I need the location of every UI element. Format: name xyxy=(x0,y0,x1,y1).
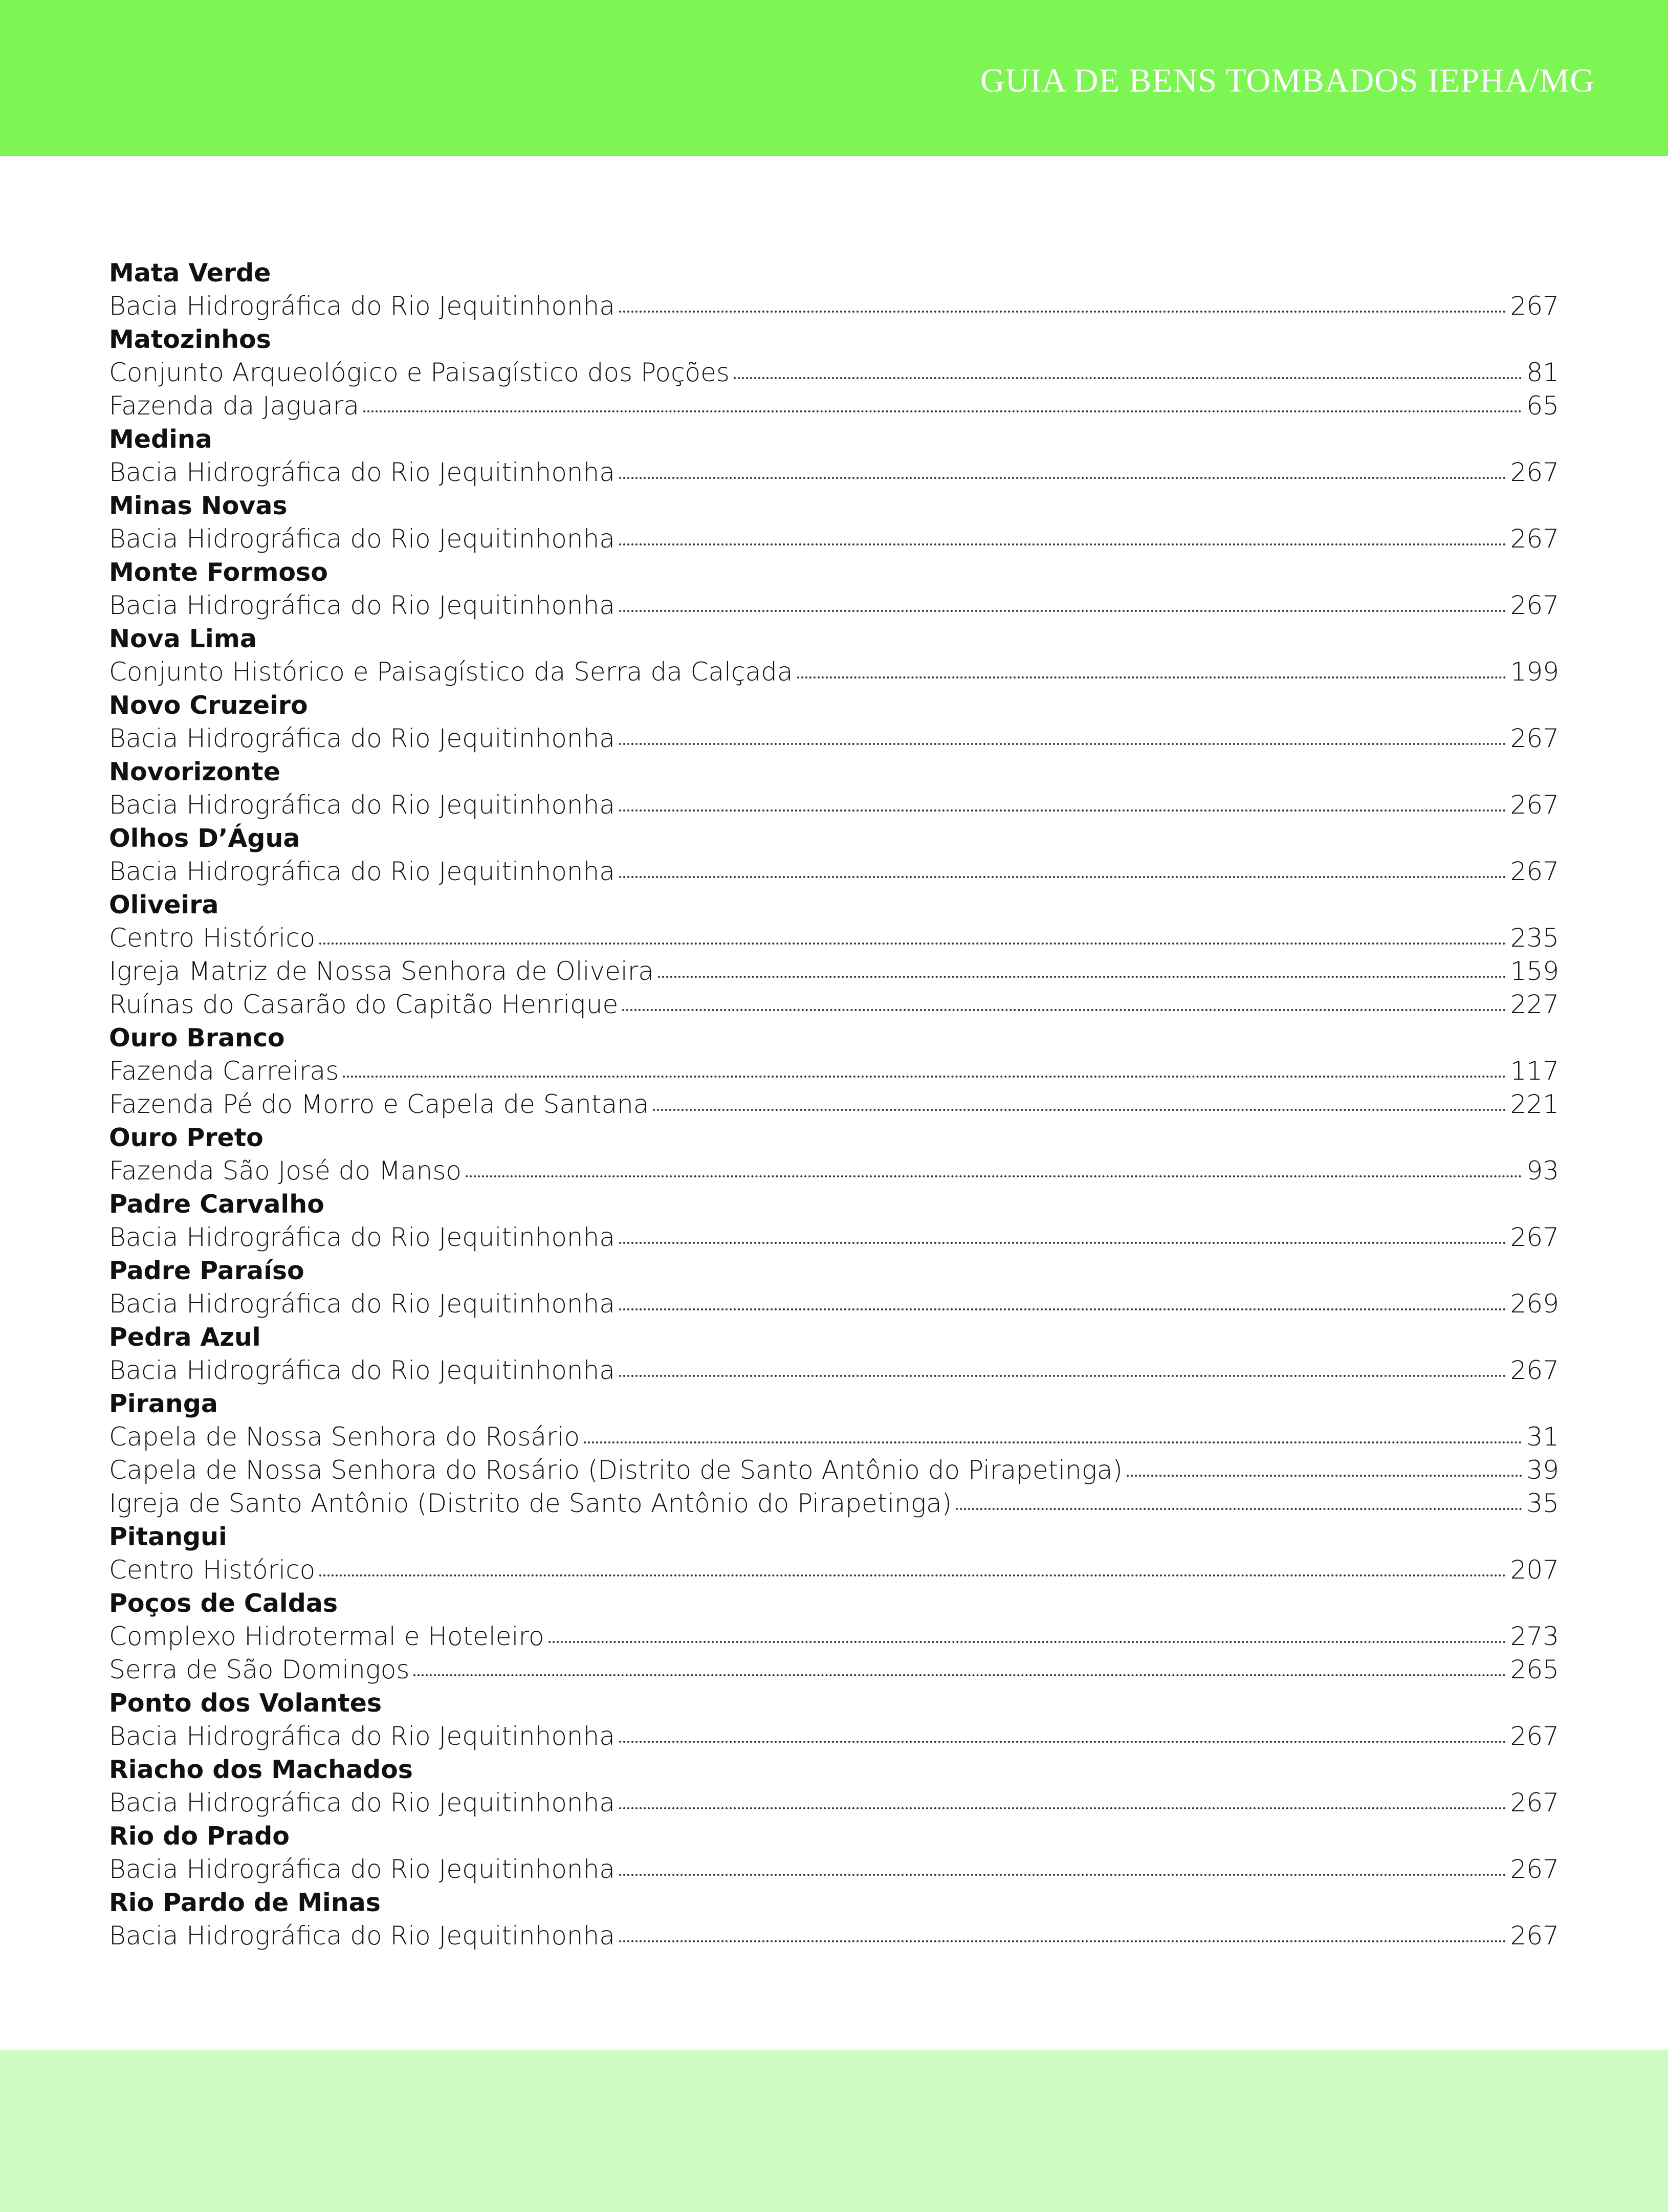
index-entry xyxy=(109,1620,1559,1653)
city-heading: Novorizonte xyxy=(109,757,280,786)
index-entry xyxy=(109,1853,1559,1886)
index-entry xyxy=(109,655,1559,689)
city-heading: Medina xyxy=(109,425,212,454)
page-number: 199 xyxy=(1510,657,1559,687)
index-list xyxy=(109,256,1559,1953)
entry-name: Bacia Hidrográfica do Rio Jequitinhonha xyxy=(109,724,615,753)
page-number: 267 xyxy=(1510,457,1559,487)
dot-leader xyxy=(658,976,1506,978)
dot-leader xyxy=(619,311,1506,313)
dot-leader xyxy=(319,943,1506,945)
entry-name: Bacia Hidrográfica do Rio Jequitinhonha xyxy=(109,291,615,321)
page-number: 31 xyxy=(1526,1422,1559,1452)
city-heading: Olhos D’Água xyxy=(109,824,300,853)
entry-name: Igreja de Santo Antônio (Distrito de Santo Antônio do Pirapetinga) xyxy=(109,1488,952,1518)
dot-leader xyxy=(619,543,1506,545)
dot-leader xyxy=(619,1874,1506,1876)
index-entry xyxy=(109,456,1559,489)
dot-leader xyxy=(619,1308,1506,1310)
city-heading: Padre Carvalho xyxy=(109,1190,324,1219)
page-number: 159 xyxy=(1510,956,1559,986)
page-number: 39 xyxy=(1526,1455,1559,1485)
page-number: 267 xyxy=(1510,790,1559,820)
entry-name: Bacia Hidrográfica do Rio Jequitinhonha xyxy=(109,1289,615,1319)
entry-name: Bacia Hidrográfica do Rio Jequitinhonha xyxy=(109,1921,615,1951)
index-entry xyxy=(109,1154,1559,1188)
page-number: 267 xyxy=(1510,291,1559,321)
index-entry xyxy=(109,1487,1559,1520)
page-number: 267 xyxy=(1510,590,1559,620)
entry-name: Ruínas do Casarão do Capitão Henrique xyxy=(109,990,619,1019)
entry-name: Fazenda São José do Manso xyxy=(109,1156,462,1186)
index-entry xyxy=(109,1287,1559,1321)
dot-leader xyxy=(622,1009,1506,1011)
dot-leader xyxy=(619,743,1506,745)
entry-name: Bacia Hidrográfica do Rio Jequitinhonha xyxy=(109,1222,615,1252)
dot-leader xyxy=(548,1641,1506,1643)
dot-leader xyxy=(956,1508,1522,1510)
city-heading: Rio do Prado xyxy=(109,1822,290,1851)
page-number: 267 xyxy=(1510,724,1559,753)
entry-name: Bacia Hidrográfica do Rio Jequitinhonha xyxy=(109,524,615,554)
city-heading: Ouro Preto xyxy=(109,1123,264,1152)
page-number: 227 xyxy=(1510,990,1559,1019)
page-number: 265 xyxy=(1510,1655,1559,1684)
city-heading: Mata Verde xyxy=(109,258,271,288)
city-heading: Piranga xyxy=(109,1389,218,1418)
page-number: 81 xyxy=(1526,358,1559,387)
index-entry xyxy=(109,1055,1559,1088)
page-number: 267 xyxy=(1510,524,1559,554)
city-heading: Riacho dos Machados xyxy=(109,1755,413,1784)
dot-leader xyxy=(619,477,1506,479)
city-heading: Pedra Azul xyxy=(109,1323,261,1352)
city-heading: Ouro Branco xyxy=(109,1023,285,1053)
page-number: 273 xyxy=(1510,1622,1559,1651)
city-heading: Padre Paraíso xyxy=(109,1256,304,1285)
entry-name: Conjunto Arqueológico e Paisagístico dos Poções xyxy=(109,358,730,387)
entry-name: Bacia Hidrográfica do Rio Jequitinhonha xyxy=(109,590,615,620)
index-entry xyxy=(109,589,1559,622)
page-number: 267 xyxy=(1510,857,1559,886)
dot-leader xyxy=(619,1940,1506,1942)
entry-name: Fazenda da Jaguara xyxy=(109,391,359,421)
dot-leader xyxy=(619,876,1506,878)
page-number: 117 xyxy=(1510,1056,1559,1086)
city-heading: Monte Formoso xyxy=(109,558,328,587)
page-number: 235 xyxy=(1510,923,1559,953)
dot-leader xyxy=(466,1175,1522,1177)
city-heading: Oliveira xyxy=(109,890,219,919)
dot-leader xyxy=(734,377,1522,379)
dot-leader xyxy=(619,1242,1506,1244)
entry-name: Bacia Hidrográfica do Rio Jequitinhonha xyxy=(109,790,615,820)
city-heading: Ponto dos Volantes xyxy=(109,1689,382,1718)
entry-name: Bacia Hidrográfica do Rio Jequitinhonha xyxy=(109,1854,615,1884)
city-heading: Poços de Caldas xyxy=(109,1589,338,1618)
dot-leader xyxy=(584,1441,1522,1443)
page-number: 221 xyxy=(1510,1089,1559,1119)
dot-leader xyxy=(619,610,1506,612)
dot-leader xyxy=(619,809,1506,812)
entry-name: Centro Histórico xyxy=(109,923,316,953)
guide-title: GUIA DE BENS TOMBADOS IEPHA/MG xyxy=(980,62,1595,99)
dot-leader xyxy=(1127,1475,1522,1477)
page-number: 267 xyxy=(1510,1355,1559,1385)
entry-name: Fazenda Pé do Morro e Capela de Santana xyxy=(109,1089,649,1119)
index-entry xyxy=(109,1420,1559,1454)
page-number: 65 xyxy=(1526,391,1559,421)
index-entry xyxy=(109,1653,1559,1687)
entry-name: Bacia Hidrográfica do Rio Jequitinhonha xyxy=(109,1788,615,1817)
dot-leader xyxy=(363,410,1522,412)
header-band xyxy=(0,0,1668,156)
city-heading: Nova Lima xyxy=(109,624,257,653)
index-entry xyxy=(109,955,1559,988)
entry-name: Complexo Hidrotermal e Hoteleiro xyxy=(109,1622,544,1651)
index-entry xyxy=(109,1454,1559,1487)
entry-name: Bacia Hidrográfica do Rio Jequitinhonha xyxy=(109,1721,615,1751)
index-entry xyxy=(109,988,1559,1021)
city-heading: Rio Pardo de Minas xyxy=(109,1888,381,1917)
index-entry xyxy=(109,855,1559,888)
page-number: 35 xyxy=(1526,1488,1559,1518)
index-entry xyxy=(109,789,1559,822)
city-heading: Pitangui xyxy=(109,1522,227,1551)
page-number: 267 xyxy=(1510,1788,1559,1817)
index-entry xyxy=(109,1919,1559,1953)
footer-band xyxy=(0,2050,1668,2212)
dot-leader xyxy=(619,1375,1506,1377)
index-entry xyxy=(109,1088,1559,1121)
page-number: 269 xyxy=(1510,1289,1559,1319)
page-number: 93 xyxy=(1526,1156,1559,1186)
dot-leader xyxy=(343,1076,1506,1078)
entry-name: Serra de São Domingos xyxy=(109,1655,410,1684)
entry-name: Conjunto Histórico e Paisagístico da Serra da Calçada xyxy=(109,657,793,687)
dot-leader xyxy=(319,1574,1506,1576)
city-heading: Matozinhos xyxy=(109,325,271,354)
entry-name: Fazenda Carreiras xyxy=(109,1056,339,1086)
entry-name: Bacia Hidrográfica do Rio Jequitinhonha xyxy=(109,1355,615,1385)
entry-name: Igreja Matriz de Nossa Senhora de Oliveira xyxy=(109,956,654,986)
page-number: 207 xyxy=(1510,1555,1559,1585)
dot-leader xyxy=(619,1741,1506,1743)
dot-leader xyxy=(413,1674,1506,1676)
dot-leader xyxy=(797,676,1506,678)
index-entry xyxy=(109,1354,1559,1387)
entry-name: Bacia Hidrográfica do Rio Jequitinhonha xyxy=(109,457,615,487)
index-entry xyxy=(109,389,1559,423)
page-number: 267 xyxy=(1510,1721,1559,1751)
page-number: 267 xyxy=(1510,1921,1559,1951)
dot-leader xyxy=(619,1807,1506,1809)
index-entry xyxy=(109,722,1559,755)
city-heading: Novo Cruzeiro xyxy=(109,691,308,720)
page-number: 267 xyxy=(1510,1854,1559,1884)
index-entry xyxy=(109,1553,1559,1587)
page-number: 267 xyxy=(1510,1222,1559,1252)
index-entry xyxy=(109,922,1559,955)
index-entry xyxy=(109,356,1559,389)
city-heading: Minas Novas xyxy=(109,491,288,520)
entry-name: Bacia Hidrográfica do Rio Jequitinhonha xyxy=(109,857,615,886)
dot-leader xyxy=(653,1109,1506,1111)
entry-name: Centro Histórico xyxy=(109,1555,316,1585)
entry-name: Capela de Nossa Senhora do Rosário (Distrito de Santo Antônio do Pirapetinga) xyxy=(109,1455,1123,1485)
index-entry xyxy=(109,290,1559,323)
entry-name: Capela de Nossa Senhora do Rosário xyxy=(109,1422,580,1452)
index-entry xyxy=(109,1786,1559,1820)
index-entry xyxy=(109,1720,1559,1753)
index-entry xyxy=(109,1221,1559,1254)
index-entry xyxy=(109,522,1559,556)
